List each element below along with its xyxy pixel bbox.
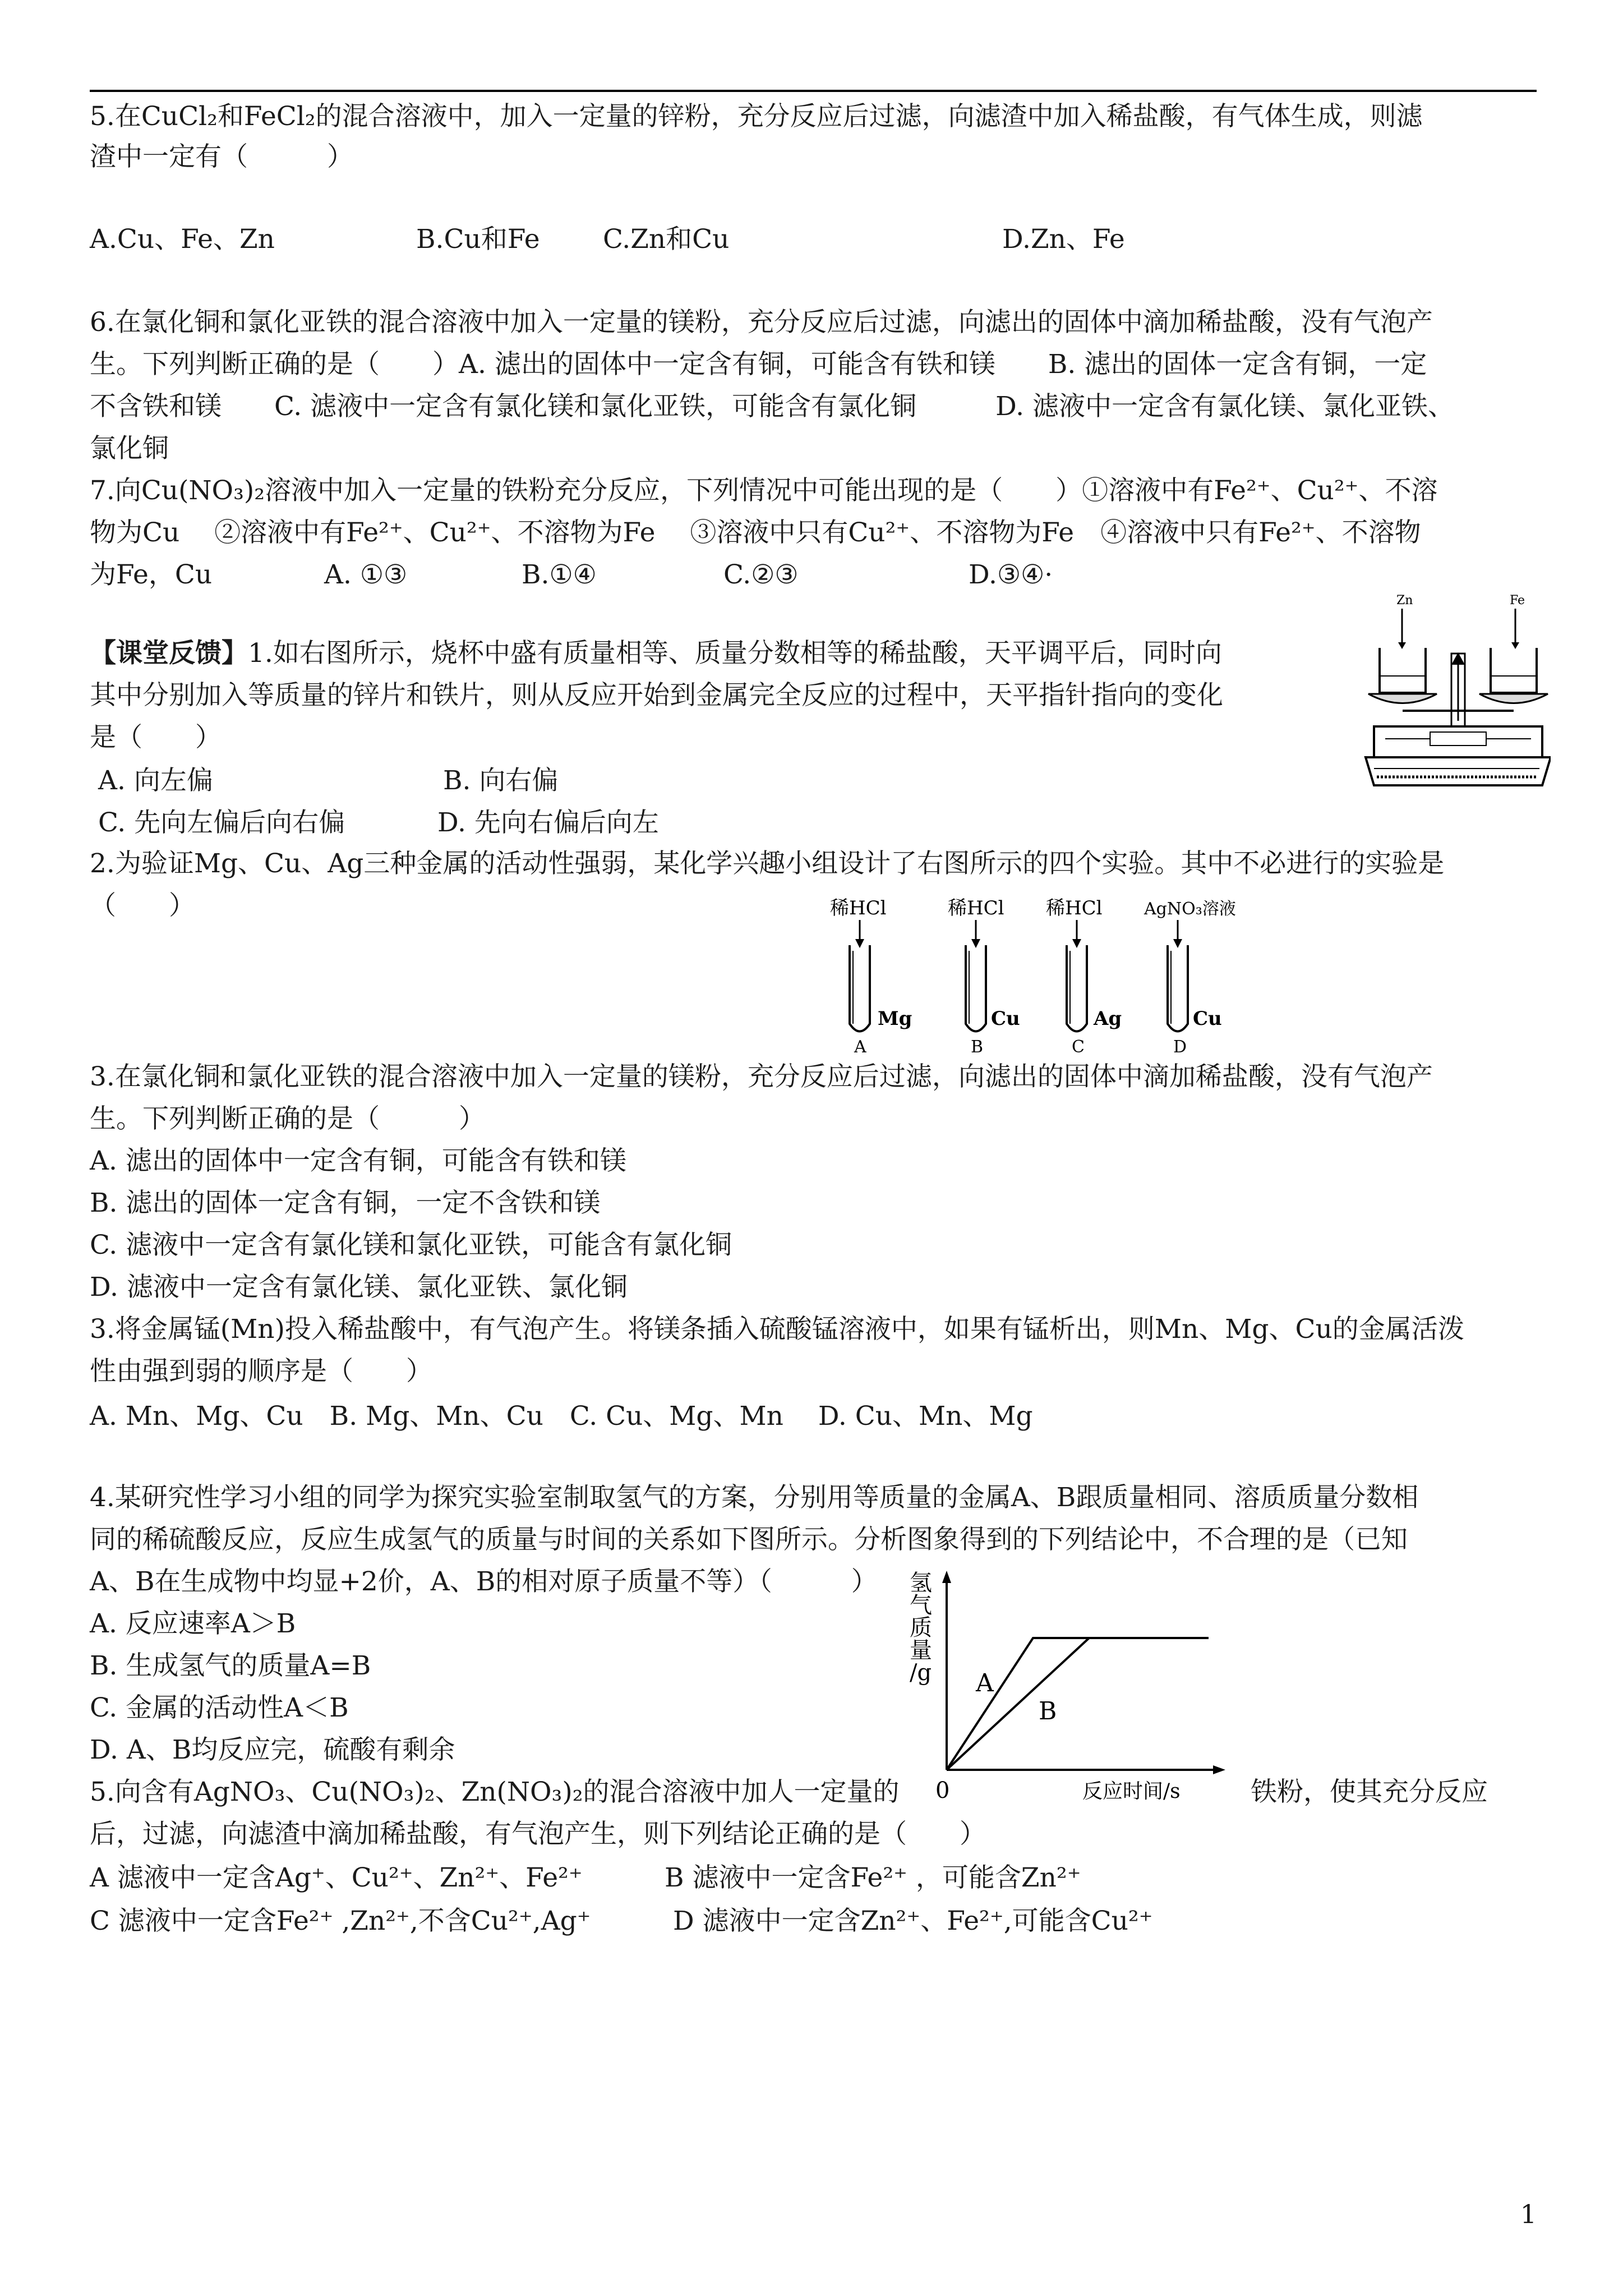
q5b-option-a: A 滤液中一定含Ag⁺、Cu²⁺、Zn²⁺、Fe²⁺: [90, 1862, 583, 1893]
right-beaker: [1491, 648, 1537, 693]
q7-line1: 7.向Cu(NO₃)₂溶液中加入一定量的铁粉充分反应，下列情况中可能出现的是（ ）①溶液中有Fe²⁺、Cu²⁺、不溶: [90, 475, 1438, 506]
q3b-options: A. Mn、Mg、Cu B. Mg、Mn、Cu C. Cu、Mg、Mn D. Cu、Mn、Mg: [90, 1401, 1033, 1432]
graph-ylabel: 氢气质量/g: [910, 1570, 932, 1686]
feedback-q1-line3: 是（ ）: [90, 722, 222, 753]
q3a-option-b: B. 滤出的固体一定含有铜，一定不含铁和镁: [90, 1188, 601, 1218]
q5a-line2: 渣中一定有（ ）: [90, 141, 353, 172]
q4-option-b: B. 生成氢气的质量A=B: [90, 1650, 371, 1681]
feedback-heading: 【课堂反馈】: [90, 638, 248, 669]
q7-option-b: B.①④: [522, 559, 597, 590]
tube-d: [1144, 899, 1236, 1057]
q7-option-c: C.②③: [723, 559, 799, 590]
balance-left-label: Zn: [1396, 593, 1413, 608]
q4-option-c: C. 金属的活动性A＜B: [90, 1692, 349, 1723]
q2-line1: 2.为验证Mg、Cu、Ag三种金属的活动性强弱，某化学兴趣小组设计了右图所示的四个实验。其中不必进行的实验是: [90, 848, 1445, 879]
q3a-option-d: D. 滤液中一定含有氯化镁、氯化亚铁、氯化铜: [90, 1272, 628, 1303]
tube-a: [830, 898, 912, 1057]
q5b-option-d: D 滤液中一定含Zn²⁺、Fe²⁺,可能含Cu²⁺: [673, 1906, 1153, 1936]
graph-label-b: B: [1039, 1697, 1057, 1726]
q3b-line1: 3.将金属锰(Mn)投入稀盐酸中，有气泡产生。将镁条插入硫酸锰溶液中，如果有锰析出，则Mn、Mg、Cu的金属活泼: [90, 1314, 1464, 1345]
line-b: [947, 1638, 1089, 1770]
tube-b: [948, 898, 1020, 1057]
q7-line2: 物为Cu ②溶液中有Fe²⁺、Cu²⁺、不溶物为Fe ③溶液中只有Cu²⁺、不溶物为Fe ④溶液中只有Fe²⁺、不溶物: [90, 517, 1421, 548]
q7-line3-start: 为Fe，Cu: [90, 559, 213, 590]
q3a-line1: 3.在氯化铜和氯化亚铁的混合溶液中加入一定量的镁粉，充分反应后过滤，向滤出的固体中滴加稀盐酸，没有气泡产: [90, 1061, 1433, 1092]
feedback-q1-option-c: C. 先向左偏后向右偏: [98, 807, 345, 838]
left-beaker: [1380, 648, 1426, 693]
q5a-option-a: A.Cu、Fe、Zn: [90, 224, 275, 255]
hydrogen-graph: [897, 1565, 1245, 1801]
q5a-option-b: B.Cu和Fe: [416, 224, 540, 255]
q5a-option-c: C.Zn和Cu: [603, 224, 730, 255]
graph-origin: 0: [935, 1778, 950, 1801]
feedback-q1-line2: 其中分别加入等质量的锌片和铁片，则从反应开始到金属完全反应的过程中，天平指针指向的变化: [90, 680, 1223, 711]
q3a-line2: 生。下列判断正确的是（ ）: [90, 1103, 485, 1134]
header-rule: [90, 90, 1537, 92]
balance-right-label: Fe: [1510, 593, 1525, 608]
q4-line3: A、B在生成物中均显+2价，A、B的相对原子质量不等）（ ）: [90, 1566, 878, 1597]
q5a-line1: 5.在CuCl₂和FeCl₂的混合溶液中，加入一定量的锌粉，充分反应后过滤，向滤渣中加入稀盐酸，有气体生成，则滤: [90, 101, 1423, 132]
q6-line3: 不含铁和镁 C. 滤液中一定含有氯化镁和氯化亚铁，可能含有氯化铜 D. 滤液中一定含有氯化镁、氯化亚铁、: [90, 391, 1455, 422]
test-tube-figure: [827, 898, 1253, 1057]
q4-line2: 同的稀硫酸反应，反应生成氢气的质量与时间的关系如下图所示。分析图象得到的下列结论中，不合理的是（已知: [90, 1524, 1408, 1555]
tube-c: [1046, 898, 1122, 1057]
q5b-line1-end: 铁粉，使其充分反应: [1251, 1777, 1488, 1807]
q6-line2: 生。下列判断正确的是（ ）A. 滤出的固体中一定含有铜，可能含有铁和镁 B. 滤出的固体一定含有铜，一定: [90, 349, 1427, 380]
q4-option-d: D. A、B均反应完，硫酸有剩余: [90, 1734, 455, 1765]
feedback-q1-option-a: A. 向左偏: [98, 765, 213, 796]
q2-line2: （ ）: [90, 890, 195, 921]
tube-d-metal: Cu: [1193, 1007, 1222, 1030]
balance-figure: [1363, 592, 1551, 797]
tube-c-letter: C: [1072, 1037, 1085, 1057]
feedback-q1-option-d: D. 先向右偏后向左: [437, 807, 659, 838]
q5b-line2: 后，过滤，向滤渣中滴加稀盐酸，有气泡产生，则下列结论正确的是（ ）: [90, 1819, 986, 1849]
tube-a-metal: Mg: [878, 1007, 912, 1030]
tube-c-metal: Ag: [1094, 1007, 1122, 1030]
tube-a-reagent: 稀HCl: [830, 898, 887, 919]
tube-b-reagent: 稀HCl: [948, 898, 1004, 919]
q6-line4: 氯化铜: [90, 433, 169, 464]
q5b-option-b: B 滤液中一定含Fe²⁺ ，可能含Zn²⁺: [665, 1862, 1081, 1893]
q5a-option-d: D.Zn、Fe: [1002, 224, 1125, 255]
graph-label-a: A: [976, 1669, 994, 1697]
feedback-q1-option-b: B. 向右偏: [443, 765, 559, 796]
feedback-q1-line1: [90, 637, 1222, 670]
q7-option-d: D.③④·: [969, 559, 1053, 590]
q5b-line1-start: 5.向含有AgNO₃、Cu(NO₃)₂、Zn(NO₃)₂的混合溶液中加人一定量的: [90, 1777, 900, 1807]
graph-xlabel: 反应时间/s: [1082, 1780, 1181, 1801]
tube-c-reagent: 稀HCl: [1046, 898, 1103, 919]
page-number: 1: [1520, 2199, 1537, 2229]
feedback-q1-text: 1.如右图所示，烧杯中盛有质量相等、质量分数相等的稀盐酸，天平调平后，同时向: [248, 638, 1222, 669]
tube-d-letter: D: [1173, 1037, 1187, 1057]
q4-option-a: A. 反应速率A＞B: [90, 1608, 296, 1639]
tube-d-reagent: AgNO₃溶液: [1144, 899, 1236, 919]
q4-line1: 4.某研究性学习小组的同学为探究实验室制取氢气的方案，分别用等质量的金属A、B跟质量相同、溶质质量分数相: [90, 1482, 1419, 1513]
q6-line1: 6.在氯化铜和氯化亚铁的混合溶液中加入一定量的镁粉，充分反应后过滤，向滤出的固体中滴加稀盐酸，没有气泡产: [90, 307, 1433, 338]
tube-b-letter: B: [971, 1037, 984, 1057]
line-a: [947, 1638, 1209, 1770]
tube-a-letter: A: [854, 1037, 866, 1057]
q3a-option-a: A. 滤出的固体中一定含有铜，可能含有铁和镁: [90, 1145, 626, 1176]
tube-b-metal: Cu: [991, 1007, 1020, 1030]
q3b-line2: 性由强到弱的顺序是（ ）: [90, 1356, 432, 1387]
q7-option-a: A. ①③: [324, 559, 408, 590]
q3a-option-c: C. 滤液中一定含有氯化镁和氯化亚铁，可能含有氯化铜: [90, 1230, 732, 1260]
q5b-option-c: C 滤液中一定含Fe²⁺ ,Zn²⁺,不含Cu²⁺,Ag⁺: [90, 1906, 591, 1936]
